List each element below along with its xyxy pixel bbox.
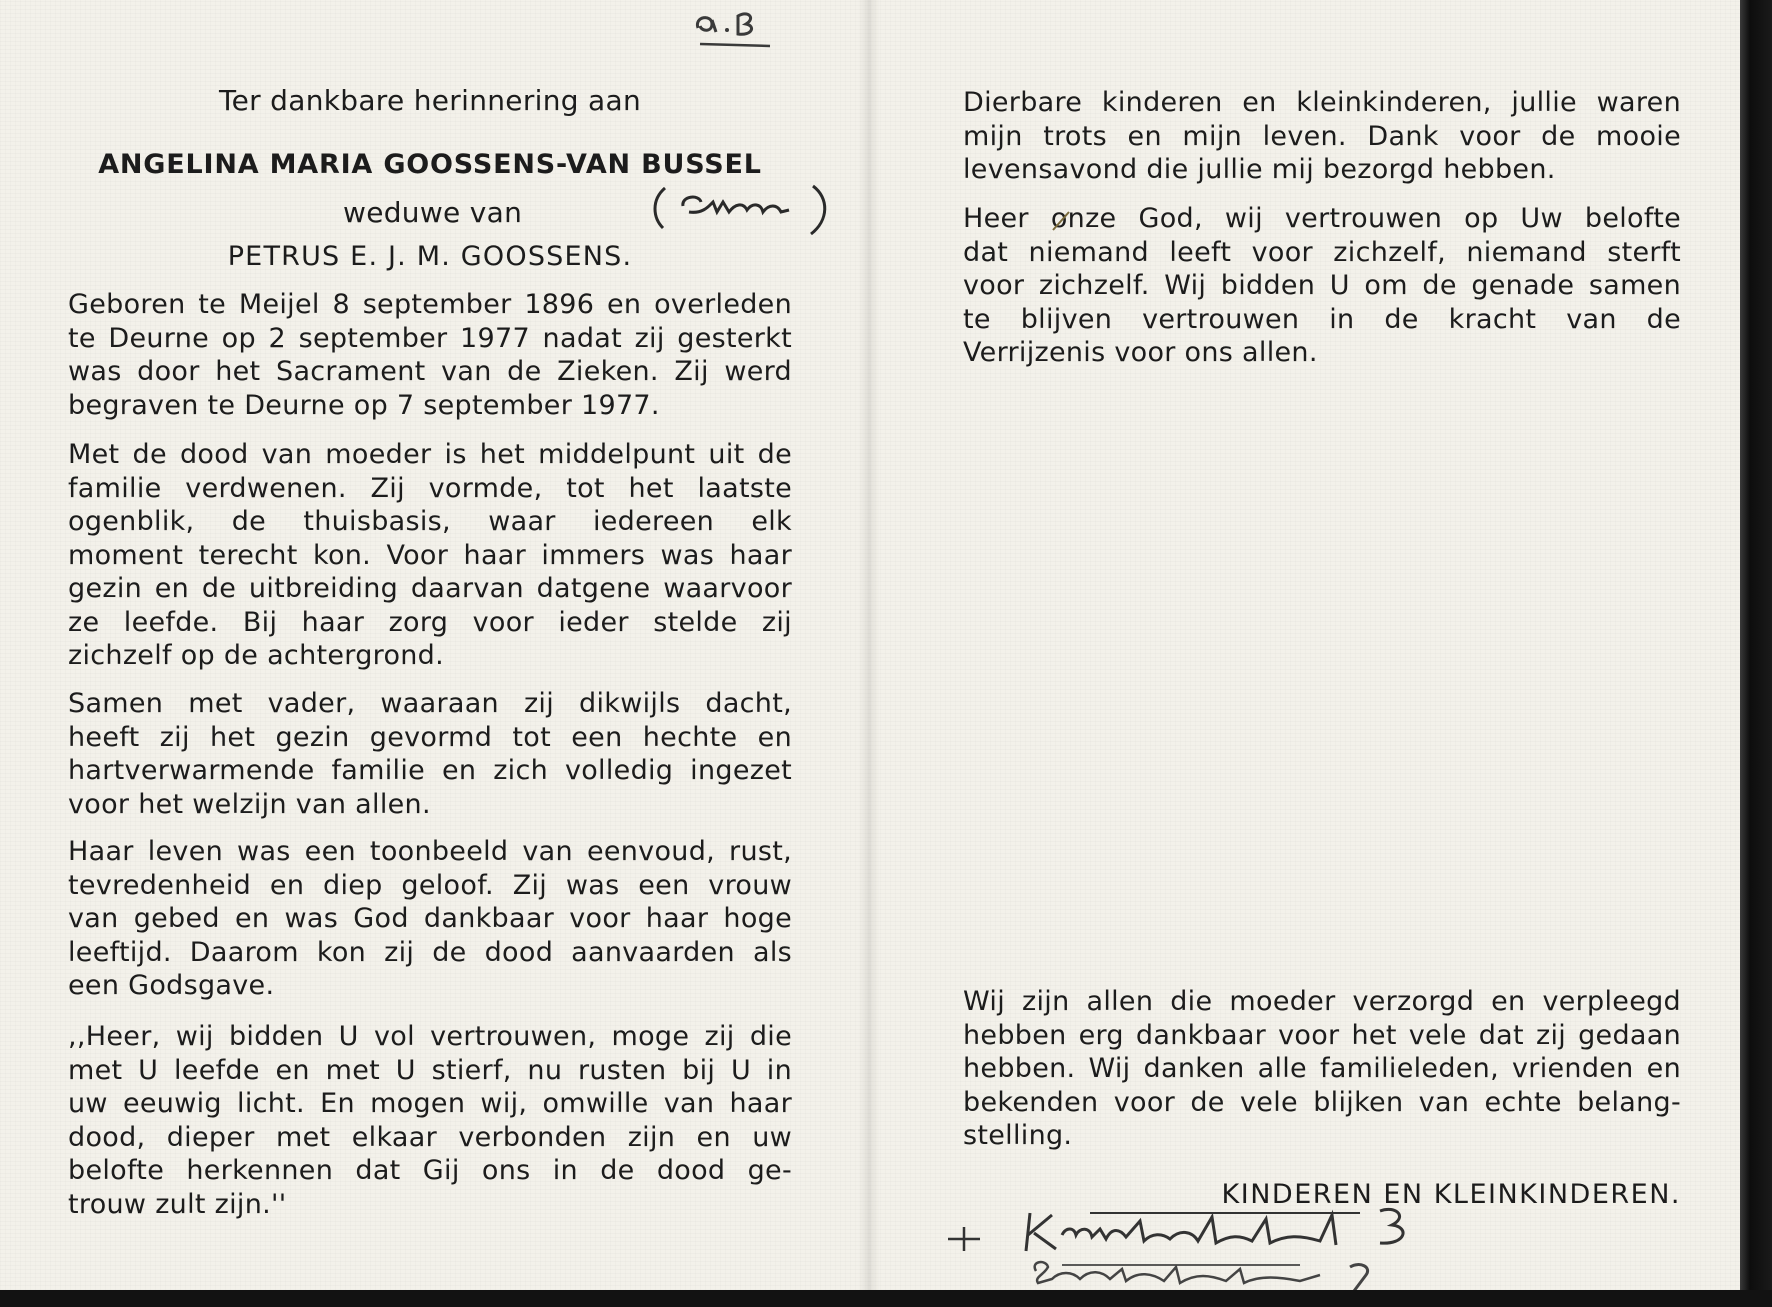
text-line: ze leefde. Bij haar zorg voor ieder stelde zij [68, 606, 792, 638]
text-line: hebben. Wij danken alle familieleden, vrienden en [963, 1053, 1681, 1084]
text-line: dat niemand leeft voor zichzelf, niemand sterft [963, 236, 1681, 268]
text-line: Geboren te Meijel 8 september 1896 en overleden [68, 289, 792, 320]
handwritten-annotation [643, 180, 843, 240]
text-line: met U leefde en met U stierf, nu rusten bij U in [68, 1054, 792, 1086]
text-line: stelling. [963, 1120, 1073, 1151]
widow-of-label: weduwe van [343, 196, 523, 229]
children-paragraph [963, 86, 1681, 187]
intro-line: Ter dankbare herinnering aan [219, 84, 641, 117]
text-line: levensavond die jullie mij bezorgd hebben. [963, 154, 1556, 185]
text-line: voor zichzelf. Wij bidden U om de genade samen [963, 270, 1681, 301]
pencil-annotation-mark [690, 6, 780, 56]
text-line: leeftijd. Daarom kon zij de dood aanvaarden als [68, 936, 792, 968]
text-line: belofte herkennen dat Gij ons in de dood ge- [68, 1155, 792, 1186]
text-line: Wij zijn allen die moeder verzorgd en verpleegd [963, 986, 1681, 1017]
text-line: heeft zij het gezin gevormd tot een hechte en [68, 721, 792, 753]
mother-paragraph [68, 438, 792, 673]
text-line: Met de dood van moeder is het middelpunt uit de [68, 439, 792, 470]
text-line: te Deurne op 2 september 1977 nadat zij gesterkt [68, 322, 792, 354]
text-line: moment terecht kon. Voor haar immers was haar [68, 539, 792, 571]
text-line: hebben erg dankbaar voor het vele dat zij gedaan [963, 1019, 1681, 1051]
text-line: hartverwarmende familie en zich volledig ingezet [68, 755, 792, 786]
text-line: trouw zult zijn.'' [68, 1188, 287, 1220]
thanks-paragraph [963, 985, 1681, 1153]
deceased-name: ANGELINA MARIA GOOSSENS-VAN BUSSEL [98, 149, 762, 180]
text-line: ,,Heer, wij bidden U vol vertrouwen, moge zij die [68, 1021, 792, 1052]
text-line: Heer onze God, wij vertrouwen op Uw belofte [963, 203, 1681, 234]
text-line: een Godsgave. [68, 970, 275, 1001]
text-line: mijn trots en mijn leven. Dank voor de mooie [963, 120, 1681, 152]
husband-name: PETRUS E. J. M. GOOSSENS. [227, 241, 633, 272]
text-line: te blijven vertrouwen in de kracht van de [963, 303, 1681, 335]
handwritten-address [940, 1205, 1500, 1295]
card-fold [858, 0, 880, 1290]
text-line: voor het welzijn van allen. [68, 788, 431, 820]
text-line: Verrijzenis voor ons allen. [963, 337, 1318, 368]
text-line: Samen met vader, waaraan zij dikwijls dacht, [68, 688, 792, 719]
text-line: van gebed en was God dankbaar voor haar hoge [68, 903, 792, 934]
signature-line: KINDEREN EN KLEINKINDEREN. [1221, 1179, 1681, 1210]
life-paragraph [68, 835, 792, 1003]
text-line: tevredenheid en diep geloof. Zij was een vrouw [68, 869, 792, 901]
prayer-paragraph [68, 1020, 792, 1221]
text-line: Haar leven was een toonbeeld van eenvoud, rust, [68, 836, 792, 867]
text-line: bekenden voor de vele blijken van echte belang- [963, 1086, 1681, 1118]
text-line: familie verdwenen. Zij vormde, tot het laatste [68, 472, 792, 504]
text-line: uw eeuwig licht. En mogen wij, omwille van haar [68, 1088, 792, 1119]
text-line: zichzelf op de achtergrond. [68, 640, 445, 671]
text-line: was door het Sacrament van de Zieken. Zij werd [68, 356, 792, 387]
scan-edge-right [1740, 0, 1772, 1307]
scan-edge-bottom [0, 1290, 1772, 1307]
text-line: ogenblik, de thuisbasis, waar iedereen elk [68, 506, 792, 537]
birth-death-paragraph [68, 288, 792, 422]
text-line: begraven te Deurne op 7 september 1977. [68, 389, 660, 421]
text-line: gezin en de uitbreiding daarvan datgene waarvoor [68, 573, 792, 604]
text-line: dood, dieper met elkaar verbonden zijn en uw [68, 1121, 792, 1153]
father-paragraph [68, 687, 792, 821]
pencil-stroke [1047, 206, 1077, 236]
text-line: Dierbare kinderen en kleinkinderen, jullie waren [963, 87, 1681, 118]
